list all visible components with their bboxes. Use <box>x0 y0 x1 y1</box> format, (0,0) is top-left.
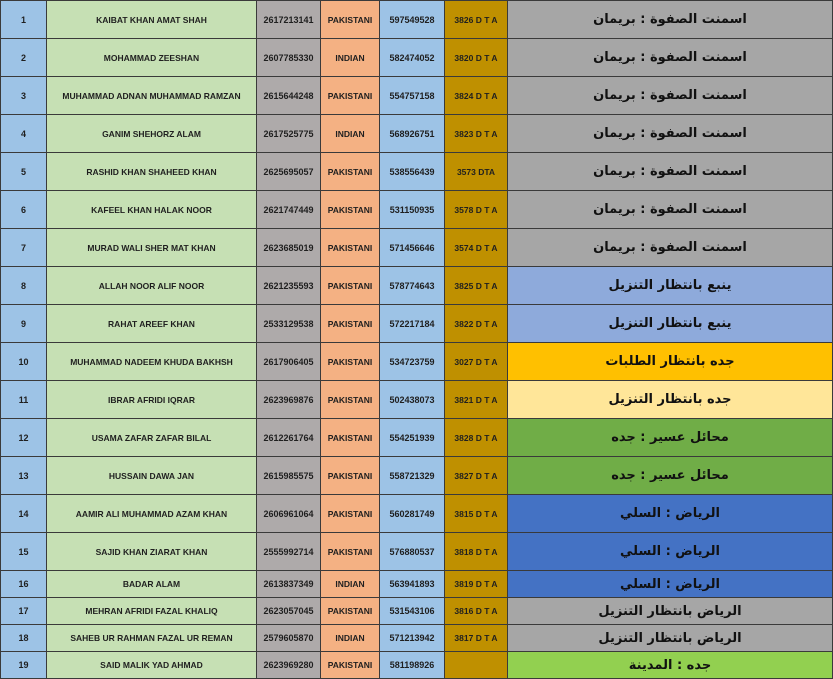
table-row <box>1 77 833 115</box>
iqama-number: 2555992714 <box>257 533 321 571</box>
location-status: ينبع بانتظار التنزيل <box>508 267 833 305</box>
dta-code: 3821 D T A <box>445 381 508 419</box>
nationality: INDIAN <box>321 625 380 652</box>
dta-code: 3815 D T A <box>445 495 508 533</box>
table-row <box>1 115 833 153</box>
nationality: PAKISTANI <box>321 1 380 39</box>
mobile-number: 531150935 <box>380 191 445 229</box>
row-number: 15 <box>1 533 47 571</box>
nationality: INDIAN <box>321 115 380 153</box>
location-status: ينبع بانتظار التنزيل <box>508 305 833 343</box>
table-row <box>1 571 833 598</box>
dta-code: 3828 D T A <box>445 419 508 457</box>
location-status: اسمنت الصفوة : بريمان <box>508 229 833 267</box>
table-row <box>1 39 833 77</box>
iqama-number: 2617213141 <box>257 1 321 39</box>
iqama-number: 2579605870 <box>257 625 321 652</box>
iqama-number: 2606961064 <box>257 495 321 533</box>
employee-name: RASHID KHAN SHAHEED KHAN <box>47 153 257 191</box>
dta-code: 3819 D T A <box>445 571 508 598</box>
row-number: 2 <box>1 39 47 77</box>
row-number: 6 <box>1 191 47 229</box>
row-number: 3 <box>1 77 47 115</box>
location-status: جده بانتظار التنزيل <box>508 381 833 419</box>
row-number: 7 <box>1 229 47 267</box>
mobile-number: 554757158 <box>380 77 445 115</box>
nationality: PAKISTANI <box>321 533 380 571</box>
dta-code: 3027 D T A <box>445 343 508 381</box>
mobile-number: 571456646 <box>380 229 445 267</box>
dta-code: 3817 D T A <box>445 625 508 652</box>
table-row <box>1 305 833 343</box>
row-number: 9 <box>1 305 47 343</box>
employee-name: AAMIR ALI MUHAMMAD AZAM KHAN <box>47 495 257 533</box>
nationality: INDIAN <box>321 571 380 598</box>
location-status: اسمنت الصفوة : بريمان <box>508 1 833 39</box>
dta-code: 3818 D T A <box>445 533 508 571</box>
mobile-number: 554251939 <box>380 419 445 457</box>
table-row <box>1 229 833 267</box>
mobile-number: 578774643 <box>380 267 445 305</box>
row-number: 19 <box>1 652 47 679</box>
nationality: PAKISTANI <box>321 305 380 343</box>
mobile-number: 558721329 <box>380 457 445 495</box>
location-status: اسمنت الصفوة : بريمان <box>508 153 833 191</box>
iqama-number: 2625695057 <box>257 153 321 191</box>
mobile-number: 531543106 <box>380 598 445 625</box>
dta-code: 3573 DTA <box>445 153 508 191</box>
employee-name: MOHAMMAD ZEESHAN <box>47 39 257 77</box>
location-status: اسمنت الصفوة : بريمان <box>508 115 833 153</box>
mobile-number: 568926751 <box>380 115 445 153</box>
nationality: PAKISTANI <box>321 153 380 191</box>
row-number: 10 <box>1 343 47 381</box>
iqama-number: 2623685019 <box>257 229 321 267</box>
row-number: 4 <box>1 115 47 153</box>
location-status: اسمنت الصفوة : بريمان <box>508 39 833 77</box>
mobile-number: 597549528 <box>380 1 445 39</box>
employee-name: USAMA ZAFAR ZAFAR BILAL <box>47 419 257 457</box>
row-number: 11 <box>1 381 47 419</box>
iqama-number: 2615644248 <box>257 77 321 115</box>
dta-code <box>445 652 508 679</box>
iqama-number: 2623969876 <box>257 381 321 419</box>
location-status: الرياض : السلي <box>508 571 833 598</box>
employee-name: SAID MALIK YAD AHMAD <box>47 652 257 679</box>
nationality: PAKISTANI <box>321 191 380 229</box>
row-number: 16 <box>1 571 47 598</box>
dta-code: 3824 D T A <box>445 77 508 115</box>
iqama-number: 2621235593 <box>257 267 321 305</box>
iqama-number: 2612261764 <box>257 419 321 457</box>
employee-name: SAHEB UR RAHMAN FAZAL UR REMAN <box>47 625 257 652</box>
table-row <box>1 153 833 191</box>
iqama-number: 2623057045 <box>257 598 321 625</box>
location-status: محائل عسير : جده <box>508 419 833 457</box>
row-number: 5 <box>1 153 47 191</box>
mobile-number: 581198926 <box>380 652 445 679</box>
iqama-number: 2613837349 <box>257 571 321 598</box>
location-status: اسمنت الصفوة : بريمان <box>508 191 833 229</box>
nationality: PAKISTANI <box>321 652 380 679</box>
nationality: PAKISTANI <box>321 343 380 381</box>
location-status: جده بانتظار الطلبات <box>508 343 833 381</box>
employee-name: ALLAH NOOR ALIF NOOR <box>47 267 257 305</box>
dta-code: 3574 D T A <box>445 229 508 267</box>
employee-name: MUHAMMAD ADNAN MUHAMMAD RAMZAN <box>47 77 257 115</box>
dta-code: 3578 D T A <box>445 191 508 229</box>
dta-code: 3826 D T A <box>445 1 508 39</box>
employee-name: GANIM SHEHORZ ALAM <box>47 115 257 153</box>
location-status: الرياض بانتظار التنزيل <box>508 598 833 625</box>
table-body <box>1 1 833 679</box>
nationality: PAKISTANI <box>321 457 380 495</box>
table-row <box>1 625 833 652</box>
employee-name: HUSSAIN DAWA JAN <box>47 457 257 495</box>
nationality: INDIAN <box>321 39 380 77</box>
mobile-number: 572217184 <box>380 305 445 343</box>
row-number: 18 <box>1 625 47 652</box>
employee-name: SAJID KHAN ZIARAT KHAN <box>47 533 257 571</box>
dta-code: 3825 D T A <box>445 267 508 305</box>
employee-name: BADAR ALAM <box>47 571 257 598</box>
row-number: 17 <box>1 598 47 625</box>
iqama-number: 2623969280 <box>257 652 321 679</box>
table-row <box>1 1 833 39</box>
iqama-number: 2533129538 <box>257 305 321 343</box>
row-number: 8 <box>1 267 47 305</box>
employee-name: RAHAT AREEF KHAN <box>47 305 257 343</box>
table-row <box>1 343 833 381</box>
table-row <box>1 457 833 495</box>
employee-name: IBRAR AFRIDI IQRAR <box>47 381 257 419</box>
table-row <box>1 191 833 229</box>
location-status: جده : المدينة <box>508 652 833 679</box>
nationality: PAKISTANI <box>321 495 380 533</box>
table-row <box>1 533 833 571</box>
dta-code: 3827 D T A <box>445 457 508 495</box>
location-status: محائل عسير : جده <box>508 457 833 495</box>
location-status: الرياض : السلي <box>508 533 833 571</box>
table-row <box>1 495 833 533</box>
nationality: PAKISTANI <box>321 598 380 625</box>
table-row <box>1 267 833 305</box>
row-number: 13 <box>1 457 47 495</box>
iqama-number: 2617906405 <box>257 343 321 381</box>
table-row <box>1 652 833 679</box>
employee-name: KAIBAT KHAN AMAT SHAH <box>47 1 257 39</box>
iqama-number: 2617525775 <box>257 115 321 153</box>
employee-name: MUHAMMAD NADEEM KHUDA BAKHSH <box>47 343 257 381</box>
mobile-number: 534723759 <box>380 343 445 381</box>
mobile-number: 502438073 <box>380 381 445 419</box>
table-row <box>1 381 833 419</box>
iqama-number: 2615985575 <box>257 457 321 495</box>
dta-code: 3822 D T A <box>445 305 508 343</box>
row-number: 14 <box>1 495 47 533</box>
nationality: PAKISTANI <box>321 229 380 267</box>
iqama-number: 2607785330 <box>257 39 321 77</box>
nationality: PAKISTANI <box>321 77 380 115</box>
nationality: PAKISTANI <box>321 267 380 305</box>
location-status: الرياض بانتظار التنزيل <box>508 625 833 652</box>
employee-name: KAFEEL KHAN HALAK NOOR <box>47 191 257 229</box>
table-row <box>1 419 833 457</box>
location-status: اسمنت الصفوة : بريمان <box>508 77 833 115</box>
dta-code: 3820 D T A <box>445 39 508 77</box>
location-status: الرياض : السلي <box>508 495 833 533</box>
mobile-number: 582474052 <box>380 39 445 77</box>
mobile-number: 571213942 <box>380 625 445 652</box>
mobile-number: 576880537 <box>380 533 445 571</box>
dta-code: 3816 D T A <box>445 598 508 625</box>
row-number: 1 <box>1 1 47 39</box>
nationality: PAKISTANI <box>321 381 380 419</box>
row-number: 12 <box>1 419 47 457</box>
table-row <box>1 598 833 625</box>
mobile-number: 563941893 <box>380 571 445 598</box>
employee-name: MEHRAN AFRIDI FAZAL KHALIQ <box>47 598 257 625</box>
mobile-number: 538556439 <box>380 153 445 191</box>
employee-name: MURAD WALI SHER MAT KHAN <box>47 229 257 267</box>
mobile-number: 560281749 <box>380 495 445 533</box>
iqama-number: 2621747449 <box>257 191 321 229</box>
dta-code: 3823 D T A <box>445 115 508 153</box>
nationality: PAKISTANI <box>321 419 380 457</box>
